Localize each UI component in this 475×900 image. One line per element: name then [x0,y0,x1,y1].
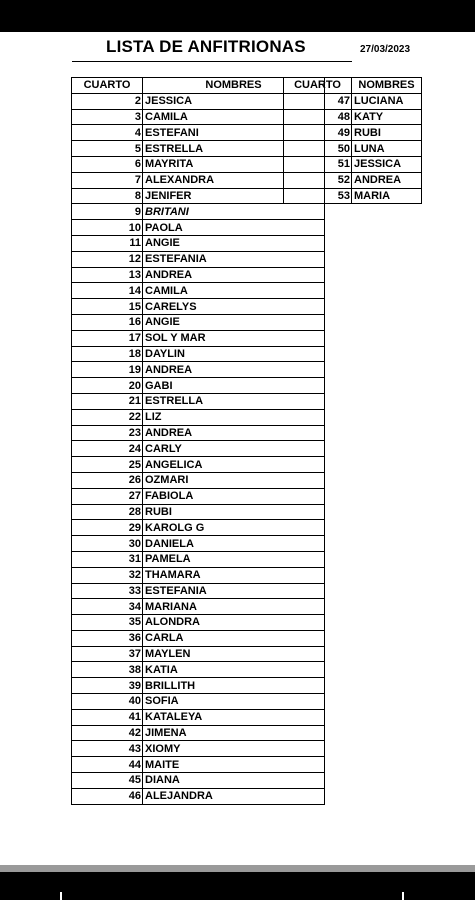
room-number-cell: 36 [72,630,143,646]
room-number-cell: 10 [72,220,143,236]
room-number-cell: 17 [72,330,143,346]
document-title: LISTA DE ANFITRIONAS [106,37,306,56]
room-number-cell: 47 [284,93,352,109]
table-row [284,156,422,172]
hostess-name-cell: ALEXANDRA [143,172,325,188]
table-row [72,520,325,536]
table-row [284,125,422,141]
table-row [72,251,325,267]
hostess-name-cell: MARIA [352,188,422,204]
table-row [72,425,325,441]
table-row [72,504,325,520]
table-row [72,678,325,694]
room-number-cell: 5 [72,141,143,157]
room-number-cell: 21 [72,393,143,409]
hostess-name-cell: DIANA [143,773,325,789]
hostess-name-cell: PAOLA [143,220,325,236]
hostess-name-cell: ALEJANDRA [143,788,325,804]
room-number-cell: 40 [72,694,143,710]
hostess-name-cell: KATALEYA [143,709,325,725]
table-row [72,362,325,378]
title-underline [72,61,352,62]
table-row [72,283,325,299]
hostess-name-cell: MAYLEN [143,646,325,662]
table-header-row [284,78,422,94]
table-row [72,741,325,757]
hostess-name-cell: JESSICA [352,156,422,172]
table-row [72,599,325,615]
table-row [72,788,325,804]
hostess-name-cell: ESTEFANIA [143,583,325,599]
hostess-name-cell: CARLA [143,630,325,646]
hostess-name-cell: JESSICA [143,93,325,109]
room-number-cell: 4 [72,125,143,141]
room-number-cell: 38 [72,662,143,678]
room-number-cell: 2 [72,93,143,109]
hostess-name-cell: MAYRITA [143,156,325,172]
room-number-cell: 26 [72,472,143,488]
table-row [72,725,325,741]
room-number-cell: 22 [72,409,143,425]
table-row [72,694,325,710]
table-row [72,314,325,330]
hostess-name-cell: LIZ [143,409,325,425]
room-number-cell: 9 [72,204,143,220]
table-row [284,172,422,188]
roster-table-right [283,77,422,204]
room-number-cell: 32 [72,567,143,583]
hostess-name-cell: KATY [352,109,422,125]
hostess-name-cell: MAITE [143,757,325,773]
room-number-cell: 43 [72,741,143,757]
bar-marker-right [402,892,404,900]
hostess-name-cell: LUCIANA [352,93,422,109]
table-row [72,378,325,394]
room-number-cell: 50 [284,141,352,157]
room-number-cell: 28 [72,504,143,520]
table-row [72,646,325,662]
room-number-cell: 23 [72,425,143,441]
hostess-name-cell: DANIELA [143,536,325,552]
table-row [72,393,325,409]
hostess-name-cell: ANDREA [143,425,325,441]
room-number-cell: 46 [72,788,143,804]
table-row [72,536,325,552]
table-row [72,267,325,283]
hostess-name-cell: LUNA [352,141,422,157]
hostess-name-cell: CAMILA [143,283,325,299]
table-row [284,109,422,125]
table-row [72,583,325,599]
hostess-name-cell: MARIANA [143,599,325,615]
room-number-cell: 13 [72,267,143,283]
room-number-cell: 49 [284,125,352,141]
hostess-name-cell: OZMARI [143,472,325,488]
hostess-name-cell: XIOMY [143,741,325,757]
hostess-name-cell: SOL Y MAR [143,330,325,346]
table-row [72,204,325,220]
room-number-cell: 25 [72,457,143,473]
bar-marker-left [60,892,62,900]
table-row [72,662,325,678]
room-number-cell: 7 [72,172,143,188]
table-row [72,409,325,425]
room-number-cell: 6 [72,156,143,172]
column-header-nombres: NOMBRES [143,78,325,94]
room-number-cell: 18 [72,346,143,362]
table-row [72,235,325,251]
table-row [72,472,325,488]
hostess-name-cell: BRILLITH [143,678,325,694]
hostess-name-cell: ANGIE [143,235,325,251]
table-row [72,773,325,789]
room-number-cell: 45 [72,773,143,789]
room-number-cell: 37 [72,646,143,662]
room-number-cell: 15 [72,299,143,315]
table-row [72,615,325,631]
room-number-cell: 53 [284,188,352,204]
table-row [72,330,325,346]
hostess-name-cell: ESTRELLA [143,393,325,409]
room-number-cell: 35 [72,615,143,631]
hostess-name-cell: GABI [143,378,325,394]
hostess-name-cell: BRITANI [143,204,325,220]
hostess-name-cell: PAMELA [143,551,325,567]
hostess-name-cell: ALONDRA [143,615,325,631]
document-date: 27/03/2023 [360,44,411,55]
room-number-cell: 8 [72,188,143,204]
room-number-cell: 16 [72,314,143,330]
hostess-name-cell: SOFIA [143,694,325,710]
table-row [72,220,325,236]
screen-edge-strip [0,865,475,872]
hostess-name-cell: ANDREA [143,362,325,378]
room-number-cell: 14 [72,283,143,299]
room-number-cell: 34 [72,599,143,615]
room-number-cell: 12 [72,251,143,267]
hostess-name-cell: CARELYS [143,299,325,315]
table-row [72,630,325,646]
room-number-cell: 3 [72,109,143,125]
table-row [72,551,325,567]
room-number-cell: 42 [72,725,143,741]
room-number-cell: 51 [284,156,352,172]
column-header-cuarto: CUARTO [284,78,352,94]
table-row [284,188,422,204]
room-number-cell: 31 [72,551,143,567]
room-number-cell: 24 [72,441,143,457]
hostess-name-cell: DAYLIN [143,346,325,362]
table-row [284,141,422,157]
room-number-cell: 52 [284,172,352,188]
room-number-cell: 44 [72,757,143,773]
hostess-name-cell: CAMILA [143,109,325,125]
table-row [72,457,325,473]
room-number-cell: 27 [72,488,143,504]
hostess-name-cell: ANDREA [143,267,325,283]
hostess-name-cell: KAROLG G [143,520,325,536]
table-row [72,441,325,457]
room-number-cell: 29 [72,520,143,536]
hostess-name-cell: KATIA [143,662,325,678]
column-header-cuarto: CUARTO [72,78,143,94]
hostess-name-cell: ANDREA [352,172,422,188]
room-number-cell: 19 [72,362,143,378]
table-row [72,709,325,725]
hostess-name-cell: RUBI [352,125,422,141]
hostess-name-cell: JIMENA [143,725,325,741]
hostess-name-cell: JENIFER [143,188,325,204]
room-number-cell: 39 [72,678,143,694]
hostess-name-cell: THAMARA [143,567,325,583]
hostess-name-cell: ANGIE [143,314,325,330]
hostess-name-cell: RUBI [143,504,325,520]
table-row [72,299,325,315]
table-row [72,567,325,583]
table-row [72,757,325,773]
table-row [72,346,325,362]
room-number-cell: 11 [72,235,143,251]
hostess-name-cell: FABIOLA [143,488,325,504]
hostess-name-cell: ESTEFANIA [143,251,325,267]
room-number-cell: 30 [72,536,143,552]
hostess-name-cell: ESTRELLA [143,141,325,157]
hostess-name-cell: CARLY [143,441,325,457]
room-number-cell: 20 [72,378,143,394]
room-number-cell: 48 [284,109,352,125]
hostess-name-cell: ANGELICA [143,457,325,473]
table-row [284,93,422,109]
room-number-cell: 41 [72,709,143,725]
column-header-nombres: NOMBRES [352,78,422,94]
room-number-cell: 33 [72,583,143,599]
hostess-name-cell: ESTEFANI [143,125,325,141]
table-row [72,488,325,504]
